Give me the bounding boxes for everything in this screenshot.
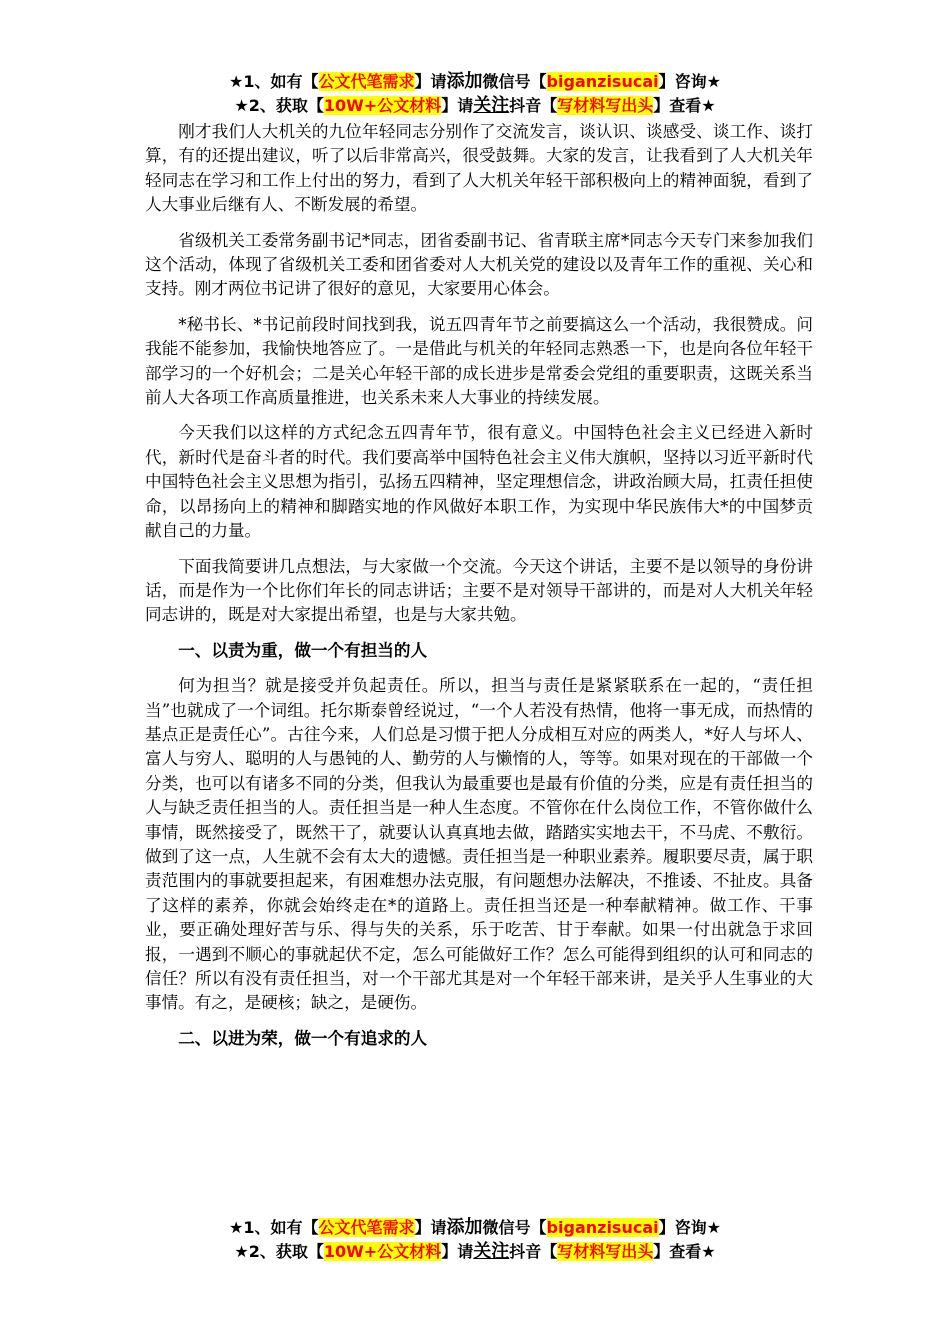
banner-text: 1、如有【 xyxy=(243,1218,319,1237)
banner-text: 】请 xyxy=(441,1242,474,1261)
banner-text: 】咨询 xyxy=(658,1218,707,1237)
banner-text: 抖音【 xyxy=(509,1242,558,1261)
banner-text: 抖音【 xyxy=(509,96,558,115)
banner-emphasis: 添加 xyxy=(446,71,483,92)
banner-text: 】请 xyxy=(414,72,447,91)
banner-text: 】请 xyxy=(414,1218,447,1237)
banner-text: 2、获取【 xyxy=(248,1242,324,1261)
banner-text: 】查看 xyxy=(653,1242,702,1261)
banner-text: 】咨询 xyxy=(658,72,707,91)
promo-banner-top-line2 xyxy=(0,94,950,118)
section-heading-2: 二、以进为荣，做一个有追求的人 xyxy=(178,1028,428,1048)
star-icon: ★ xyxy=(234,96,249,115)
banner-text: 1、如有【 xyxy=(243,72,319,91)
document-body xyxy=(145,120,813,1062)
highlight-materials: 10W+公文材料 xyxy=(323,1242,442,1261)
highlight-service: 公文代笔需求 xyxy=(318,1218,415,1237)
highlight-wechat-id: biganzisucai xyxy=(546,1218,659,1237)
paragraph-5: 下面我简要讲几点想法，与大家做一个交流。今天这个讲话，主要不是以领导的身份讲话，而是作为一个比你们年长的同志讲话；主要不是对领导干部讲的，而是对人大机关年轻同志讲的，既是对大家提出希望，也是与大家共勉。 xyxy=(145,556,813,625)
highlight-service: 公文代笔需求 xyxy=(318,72,415,91)
star-icon: ★ xyxy=(706,72,721,91)
highlight-douyin-account: 写材料写出头 xyxy=(557,1242,654,1261)
paragraph-1: 刚才我们人大机关的九位年轻同志分别作了交流发言，谈认识、谈感受、谈工作、谈打算，有的还提出建议，听了以后非常高兴，很受鼓舞。大家的发言，让我看到了人大机关年轻同志在学习和工作上付出的努力，看到了人大机关年轻干部积极向上的精神面貌，看到了人大事业后继有人、不断发展的希望。 xyxy=(145,122,813,215)
promo-banner-bottom-line2 xyxy=(0,1240,950,1264)
promo-banner-top-line1 xyxy=(0,70,950,94)
paragraph-3: *秘书长、*书记前段时间找到我，说五四青年节之前要搞这么一个活动，我很赞成。问我能不能参加，我愉快地答应了。一是借此与机关的年轻同志熟悉一下，也是向各位年轻干部学习的一个好机会；二是关心年轻干部的成长进步是常委会党组的重要职责，这既关系当前人大各项工作高质量推进，也关系未来人大事业的持续发展。 xyxy=(145,314,813,408)
star-icon: ★ xyxy=(701,96,716,115)
highlight-douyin-account: 写材料写出头 xyxy=(557,96,654,115)
banner-text: 2、获取【 xyxy=(248,96,324,115)
highlight-wechat-id: biganzisucai xyxy=(546,72,659,91)
paragraph-2: 省级机关工委常务副书记*同志，团省委副书记、省青联主席*同志今天专门来参加我们这个活动，体现了省级机关工委和团省委对人大机关党的建设以及青年工作的重视、关心和支持。刚才两位书记讲了很好的意见，大家要用心体会。 xyxy=(145,230,813,299)
paragraph-4: 今天我们以这样的方式纪念五四青年节，很有意义。中国特色社会主义已经进入新时代，新时代是奋斗者的时代。我们要高举中国特色社会主义伟大旗帜，坚持以习近平新时代中国特色社会主义思想为指引，弘扬五四精神，坚定理想信念，讲政治顾大局，扛责任担使命，以昂扬向上的精神和脚踏实地的作风做好本职工作，为实现中华民族伟大*的中国梦贡献自己的力量。 xyxy=(145,423,813,541)
star-icon: ★ xyxy=(701,1242,716,1261)
banner-text: 微信号【 xyxy=(482,1218,547,1237)
banner-text: 微信号【 xyxy=(482,72,547,91)
banner-emphasis: 关注 xyxy=(473,1241,510,1262)
star-icon: ★ xyxy=(229,1218,244,1237)
highlight-materials: 10W+公文材料 xyxy=(323,96,442,115)
star-icon: ★ xyxy=(229,72,244,91)
banner-text: 】查看 xyxy=(653,96,702,115)
banner-emphasis: 关注 xyxy=(473,95,510,116)
banner-text: 】请 xyxy=(441,96,474,115)
paragraph-6: 何为担当？就是接受并负起责任。所以，担当与责任是紧紧联系在一起的，“责任担当”也就成了一个词组。托尔斯泰曾经说过，“一个人若没有热情，他将一事无成，而热情的基点正是责任心”。古往今来，人们总是习惯于把人分成相互对应的两类人，*好人与坏人、富人与穷人、聪明的人与愚钝的人、勤劳的人与懒惰的人，等等。如果对现在的干部做一个分类，也可以有诸多不同的分类，但我认为最重要也是最有价值的分类，应是有责任担当的人与缺乏责任担当的人。责任担当是一种人生态度。不管你在什么岗位工作，不管你做什么事情，既然接受了，既然干了，就要认认真真地去做，踏踏实实地去干，不马虎、不敷衍。做到了这一点，人生就不会有太大的遗憾。责任担当是一种职业素养。履职要尽责，属于职责范围内的事就要担起来，有困难想办法克服，有问题想办法解决，不推诿、不扯皮。具备了这样的素养，你就会始终走在*的道路上。责任担当还是一种奉献精神。做工作、干事业，要正确处理好苦与乐、得与失的关系，乐于吃苦、甘于奉献。如果一付出就急于求回报，一遇到不顺心的事就起伏不定，怎么可能做好工作？怎么可能得到组织的认可和同志的信任？所以有没有责任担当，对一个干部尤其是对一个年轻干部来讲，是关乎人生事业的大事情。有之，是硬核；缺之，是硬伤。 xyxy=(145,676,813,1013)
promo-banner-bottom-line1 xyxy=(0,1216,950,1240)
star-icon: ★ xyxy=(234,1242,249,1261)
banner-emphasis: 添加 xyxy=(446,1217,483,1238)
star-icon: ★ xyxy=(706,1218,721,1237)
section-heading-1: 一、以责为重，做一个有担当的人 xyxy=(178,640,428,660)
